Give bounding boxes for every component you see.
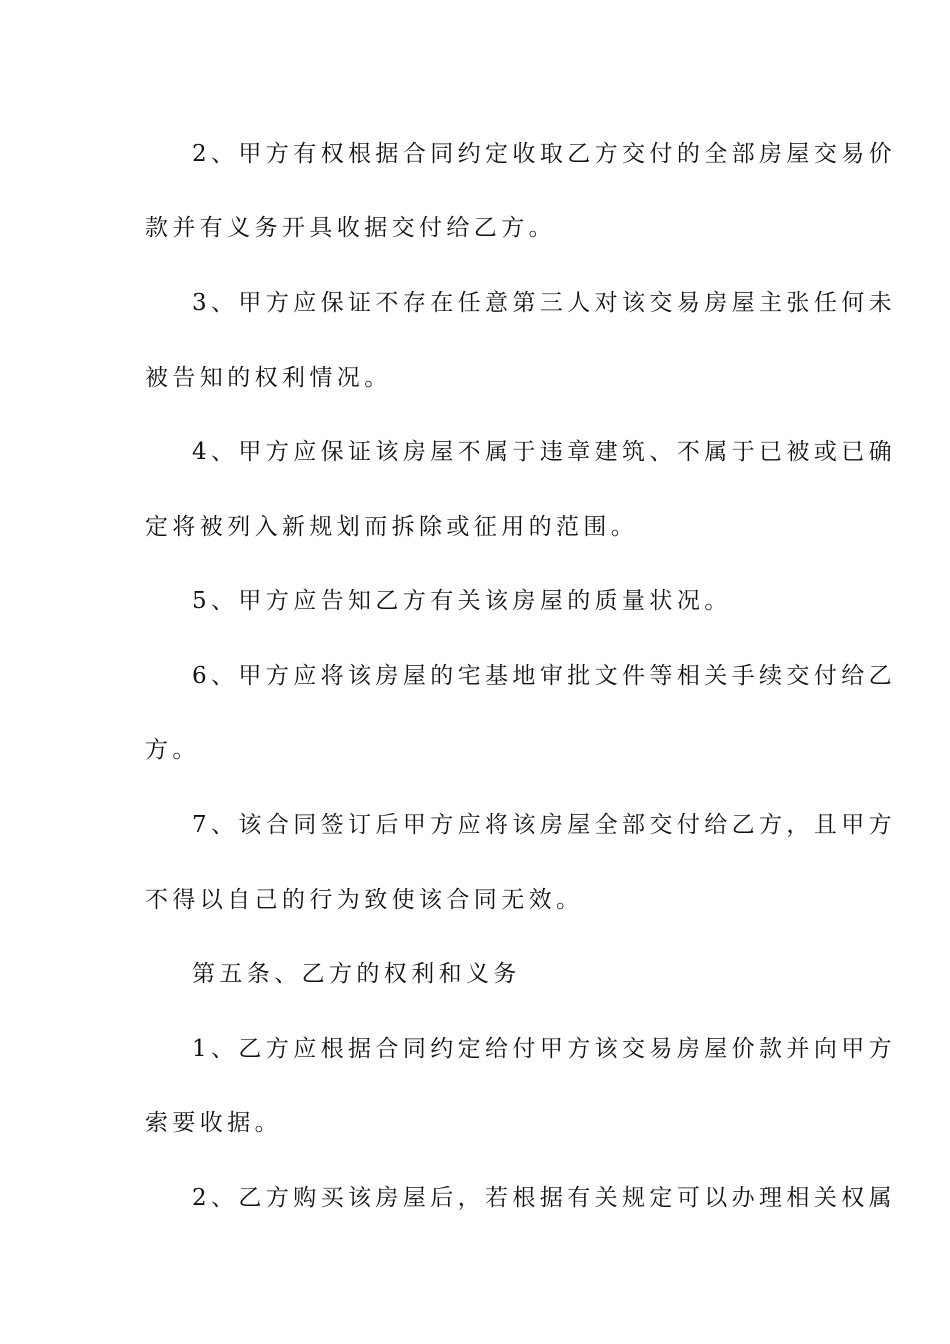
- paragraph-line: 被告知的权利情况。: [145, 365, 392, 391]
- paragraph-line: 7、该合同签订后甲方应将该房屋全部交付给乙方，且甲方: [192, 812, 897, 838]
- paragraph-line: 6、甲方应将该房屋的宅基地审批文件等相关手续交付给乙: [192, 663, 897, 689]
- paragraph-line: 不得以自己的行为致使该合同无效。: [145, 887, 584, 913]
- paragraph-line: 3、甲方应保证不存在任意第三人对该交易房屋主张任何未: [192, 290, 897, 316]
- paragraph-line: 索要收据。: [145, 1110, 282, 1136]
- paragraph-line: 款并有义务开具收据交付给乙方。: [145, 215, 556, 241]
- paragraph-line: 定将被列入新规划而拆除或征用的范围。: [145, 514, 639, 540]
- paragraph-line: 1、乙方应根据合同约定给付甲方该交易房屋价款并向甲方: [192, 1036, 897, 1062]
- paragraph-line: 4、甲方应保证该房屋不属于违章建筑、不属于已被或已确: [192, 439, 897, 465]
- paragraph-line: 2、甲方有权根据合同约定收取乙方交付的全部房屋交易价: [192, 141, 897, 167]
- paragraph-line: 5、甲方应告知乙方有关该房屋的质量状况。: [192, 588, 732, 614]
- paragraph-line: 2、乙方购买该房屋后，若根据有关规定可以办理相关权属: [192, 1185, 897, 1211]
- section-heading: 第五条、乙方的权利和义务: [192, 961, 521, 987]
- paragraph-line: 方。: [145, 737, 200, 763]
